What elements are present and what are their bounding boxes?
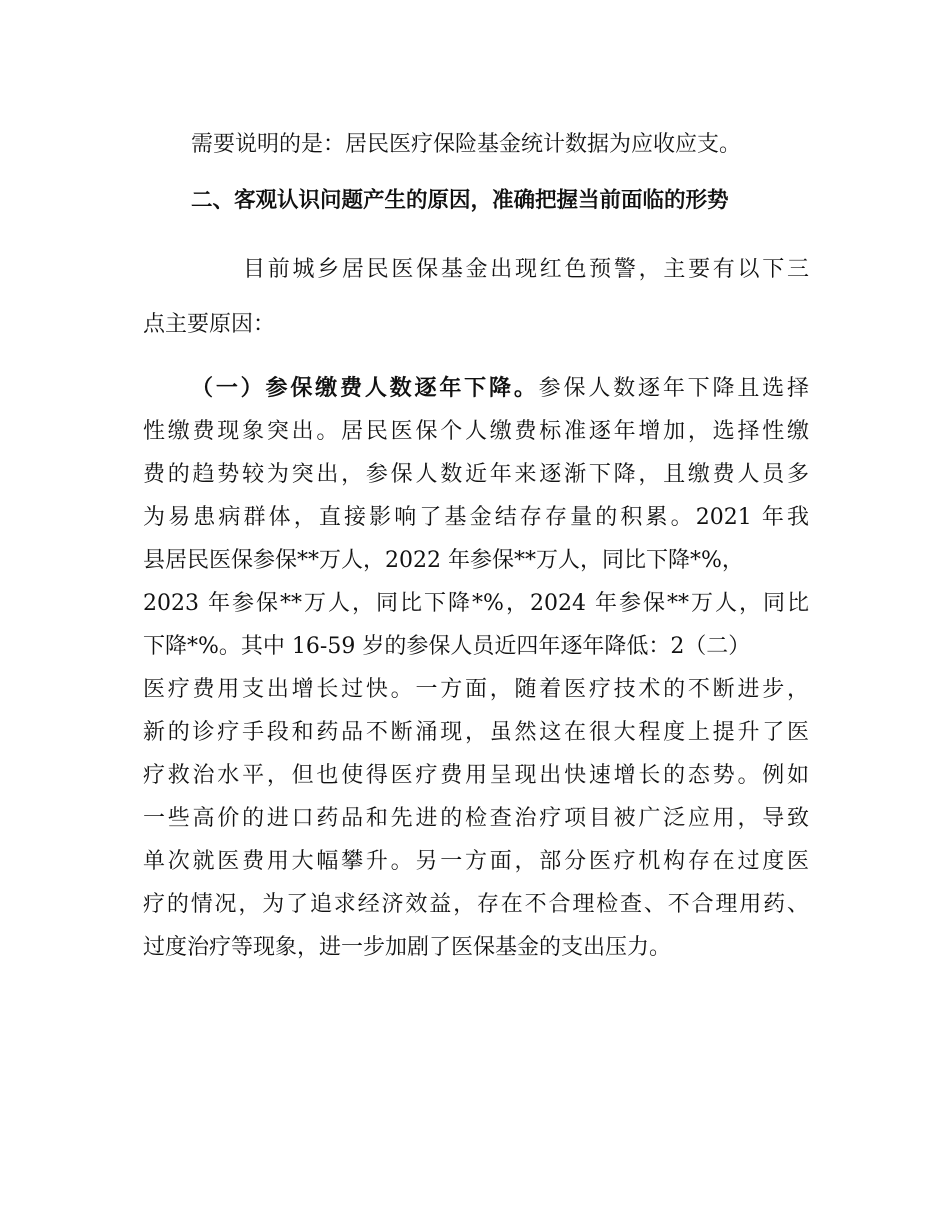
paragraph-text: 参保人数逐年下降且选择 (538, 376, 809, 401)
paragraph-line: 疗的情况，为了追求经济效益，存在不合理检查、不合理用药、 (143, 892, 809, 917)
subsection-heading: （一）参保缴费人数逐年下降。 (191, 376, 539, 401)
paragraph-line: 费的趋势较为突出，参保人数近年来逐渐下降，且缴费人员多 (143, 462, 809, 487)
paragraph-line: 下降*%。其中 16-59 岁的参保人员近四年逐年降低：2（二） (143, 634, 751, 659)
subsection-first-line (191, 374, 809, 404)
paragraph-line: 医疗费用支出增长过快。一方面，随着医疗技术的不断进步， (143, 677, 809, 702)
paragraph-line: 县居民医保参保**万人，2022 年参保**万人，同比下降*%， (143, 548, 744, 573)
intro-line: 目前城乡居民医保基金出现红色预警，主要有以下三 (243, 257, 809, 282)
paragraph-line: 为易患病群体，直接影响了基金结存存量的积累。2021 年我 (143, 505, 809, 530)
paragraph-line: 单次就医费用大幅攀升。另一方面，部分医疗机构存在过度医 (143, 849, 809, 874)
paragraph-line: 一些高价的进口药品和先进的检查治疗项目被广泛应用，导致 (143, 806, 809, 831)
intro-line: 点主要原因： (143, 312, 276, 337)
paragraph-line: 新的诊疗手段和药品不断涌现，虽然这在很大程度上提升了医 (143, 720, 809, 745)
paragraph-line: 过度治疗等现象，进一步加剧了医保基金的支出压力。 (143, 935, 672, 960)
section-heading: 二、客观认识问题产生的原因，准确把握当前面临的形势 (191, 188, 729, 213)
paragraph-line: 2023 年参保**万人，同比下降*%，2024 年参保**万人，同比 (143, 591, 809, 616)
paragraph-line: 疗救治水平，但也使得医疗费用呈现出快速增长的态势。例如 (143, 763, 809, 788)
note-paragraph: 需要说明的是：居民医疗保险基金统计数据为应收应支。 (191, 132, 742, 157)
paragraph-line: 性缴费现象突出。居民医保个人缴费标准逐年增加，选择性缴 (143, 419, 809, 444)
